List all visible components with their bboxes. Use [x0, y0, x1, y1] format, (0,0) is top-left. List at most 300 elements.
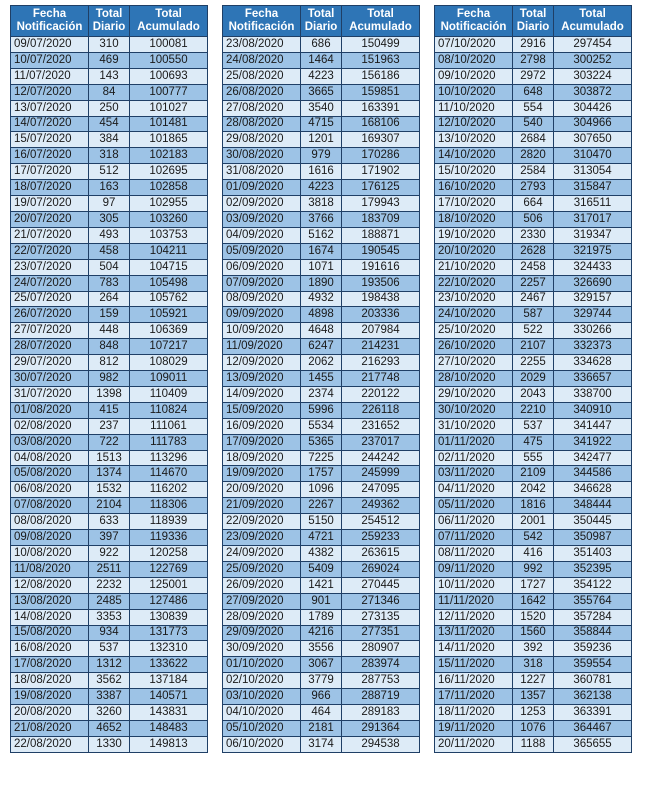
cell-total-acumulado: 365655 — [554, 736, 632, 752]
cell-fecha: 12/09/2020 — [223, 355, 301, 371]
cell-total-acumulado: 263615 — [342, 546, 420, 562]
cell-total-acumulado: 106369 — [130, 323, 208, 339]
table-row — [11, 514, 208, 530]
cell-total-diario: 2374 — [301, 386, 342, 402]
cell-total-diario: 2029 — [513, 371, 554, 387]
cell-total-acumulado: 294538 — [342, 736, 420, 752]
cell-fecha: 19/07/2020 — [11, 196, 89, 212]
cell-total-acumulado: 283974 — [342, 657, 420, 673]
table-row — [435, 371, 632, 387]
cell-total-acumulado: 102955 — [130, 196, 208, 212]
cell-fecha: 07/08/2020 — [11, 498, 89, 514]
cell-total-acumulado: 324433 — [554, 259, 632, 275]
header-total-acumulado — [130, 6, 208, 37]
cell-total-diario: 469 — [89, 52, 130, 68]
cell-total-diario: 2210 — [513, 402, 554, 418]
cell-total-acumulado: 280907 — [342, 641, 420, 657]
cell-total-diario: 1188 — [513, 736, 554, 752]
cell-total-acumulado: 111061 — [130, 418, 208, 434]
header-total-diario-line: Total — [307, 8, 335, 20]
cell-fecha: 20/08/2020 — [11, 705, 89, 721]
cell-fecha: 22/10/2020 — [435, 275, 513, 291]
cell-fecha: 05/11/2020 — [435, 498, 513, 514]
table-row — [11, 736, 208, 752]
header-fecha-notificacion-line: Fecha — [244, 8, 279, 20]
cell-total-acumulado: 104715 — [130, 259, 208, 275]
cell-total-diario: 982 — [89, 371, 130, 387]
table-row — [223, 307, 420, 323]
cell-total-acumulado: 100081 — [130, 37, 208, 53]
cell-fecha: 26/07/2020 — [11, 307, 89, 323]
cell-fecha: 15/11/2020 — [435, 657, 513, 673]
cell-total-diario: 512 — [89, 164, 130, 180]
cell-total-acumulado: 110409 — [130, 386, 208, 402]
table-row — [223, 418, 420, 434]
table-row — [223, 227, 420, 243]
table-row — [11, 164, 208, 180]
table-row — [435, 530, 632, 546]
header-row — [11, 6, 208, 37]
cell-fecha: 28/07/2020 — [11, 339, 89, 355]
table-row — [223, 641, 420, 657]
cell-fecha: 09/11/2020 — [435, 561, 513, 577]
cell-total-acumulado: 159851 — [342, 84, 420, 100]
table-row — [435, 689, 632, 705]
cell-total-acumulado: 310470 — [554, 148, 632, 164]
table-row — [11, 625, 208, 641]
cell-total-acumulado: 132310 — [130, 641, 208, 657]
cell-total-diario: 4652 — [89, 720, 130, 736]
cell-total-acumulado: 336657 — [554, 371, 632, 387]
table-row — [11, 148, 208, 164]
cell-total-acumulado: 351403 — [554, 546, 632, 562]
table-row — [11, 100, 208, 116]
cell-total-acumulado: 102183 — [130, 148, 208, 164]
cell-fecha: 16/11/2020 — [435, 673, 513, 689]
header-total-acumulado-line: Acumulado — [349, 21, 412, 33]
cell-total-diario: 848 — [89, 339, 130, 355]
header-fecha-notificacion — [11, 6, 89, 37]
cell-total-acumulado: 350987 — [554, 530, 632, 546]
cell-fecha: 29/07/2020 — [11, 355, 89, 371]
cell-total-acumulado: 226118 — [342, 402, 420, 418]
cell-total-acumulado: 102858 — [130, 180, 208, 196]
cell-total-acumulado: 259233 — [342, 530, 420, 546]
cell-total-diario: 475 — [513, 434, 554, 450]
cell-total-diario: 2330 — [513, 227, 554, 243]
cell-total-diario: 4715 — [301, 116, 342, 132]
cell-fecha: 22/09/2020 — [223, 514, 301, 530]
cell-total-acumulado: 341447 — [554, 418, 632, 434]
table-row — [11, 689, 208, 705]
cell-total-acumulado: 137184 — [130, 673, 208, 689]
table-row — [223, 68, 420, 84]
cell-total-diario: 722 — [89, 434, 130, 450]
cell-fecha: 17/09/2020 — [223, 434, 301, 450]
table-row — [223, 593, 420, 609]
cell-total-acumulado: 338700 — [554, 386, 632, 402]
cell-total-diario: 1789 — [301, 609, 342, 625]
cell-total-acumulado: 346628 — [554, 482, 632, 498]
cell-total-diario: 2628 — [513, 243, 554, 259]
cell-fecha: 30/09/2020 — [223, 641, 301, 657]
cell-total-acumulado: 198438 — [342, 291, 420, 307]
cell-total-acumulado: 179943 — [342, 196, 420, 212]
cell-total-diario: 416 — [513, 546, 554, 562]
cell-fecha: 21/09/2020 — [223, 498, 301, 514]
cell-fecha: 13/07/2020 — [11, 100, 89, 116]
table-row — [435, 52, 632, 68]
cell-total-acumulado: 217748 — [342, 371, 420, 387]
table-row — [11, 180, 208, 196]
header-total-acumulado — [554, 6, 632, 37]
cell-fecha: 28/08/2020 — [223, 116, 301, 132]
cell-total-acumulado: 170286 — [342, 148, 420, 164]
cell-total-diario: 901 — [301, 593, 342, 609]
cell-total-acumulado: 120258 — [130, 546, 208, 562]
cell-total-acumulado: 329744 — [554, 307, 632, 323]
cell-fecha: 05/09/2020 — [223, 243, 301, 259]
cell-total-acumulado: 231652 — [342, 418, 420, 434]
table-row — [435, 259, 632, 275]
cell-fecha: 02/11/2020 — [435, 450, 513, 466]
table-row — [11, 561, 208, 577]
header-row — [223, 6, 420, 37]
table-row — [223, 339, 420, 355]
cell-total-acumulado: 100693 — [130, 68, 208, 84]
cell-total-diario: 1674 — [301, 243, 342, 259]
cell-total-acumulado: 271346 — [342, 593, 420, 609]
table-row — [223, 275, 420, 291]
table-row — [223, 450, 420, 466]
table-row — [223, 673, 420, 689]
table-row — [435, 418, 632, 434]
cell-total-diario: 2104 — [89, 498, 130, 514]
cell-total-acumulado: 307650 — [554, 132, 632, 148]
cell-fecha: 18/07/2020 — [11, 180, 89, 196]
cell-total-acumulado: 214231 — [342, 339, 420, 355]
table-row — [435, 100, 632, 116]
cell-total-diario: 2511 — [89, 561, 130, 577]
table-row — [223, 211, 420, 227]
cell-total-acumulado: 350445 — [554, 514, 632, 530]
cell-total-diario: 3665 — [301, 84, 342, 100]
cases-table-1 — [10, 5, 208, 753]
table-row — [435, 386, 632, 402]
table-row — [223, 720, 420, 736]
cell-fecha: 11/08/2020 — [11, 561, 89, 577]
cases-table-2 — [222, 5, 420, 753]
table-row — [435, 164, 632, 180]
cell-fecha: 05/08/2020 — [11, 466, 89, 482]
header-fecha-notificacion-line: Fecha — [32, 8, 67, 20]
table-row — [11, 434, 208, 450]
cell-total-diario: 1520 — [513, 609, 554, 625]
cell-total-diario: 1398 — [89, 386, 130, 402]
cell-total-diario: 2001 — [513, 514, 554, 530]
cell-fecha: 11/09/2020 — [223, 339, 301, 355]
cell-total-acumulado: 364467 — [554, 720, 632, 736]
table-row — [223, 148, 420, 164]
table-row — [223, 466, 420, 482]
cell-total-acumulado: 133622 — [130, 657, 208, 673]
cell-total-acumulado: 317017 — [554, 211, 632, 227]
cell-total-acumulado: 313054 — [554, 164, 632, 180]
table-row — [223, 116, 420, 132]
cell-fecha: 29/08/2020 — [223, 132, 301, 148]
cell-total-diario: 2793 — [513, 180, 554, 196]
cell-total-acumulado: 168106 — [342, 116, 420, 132]
table-row — [223, 561, 420, 577]
table-row — [435, 641, 632, 657]
cell-total-diario: 5409 — [301, 561, 342, 577]
header-total-diario-line: Diario — [516, 21, 550, 33]
cell-fecha: 15/08/2020 — [11, 625, 89, 641]
cell-total-acumulado: 105921 — [130, 307, 208, 323]
cell-total-diario: 264 — [89, 291, 130, 307]
table-row — [435, 132, 632, 148]
cell-fecha: 08/10/2020 — [435, 52, 513, 68]
header-total-acumulado-line: Total — [155, 8, 182, 20]
table-row — [11, 211, 208, 227]
cell-fecha: 09/08/2020 — [11, 530, 89, 546]
cell-total-acumulado: 176125 — [342, 180, 420, 196]
table-row — [11, 673, 208, 689]
cell-total-diario: 1757 — [301, 466, 342, 482]
cell-fecha: 04/08/2020 — [11, 450, 89, 466]
cell-fecha: 01/08/2020 — [11, 402, 89, 418]
table-row — [223, 371, 420, 387]
cell-total-acumulado: 244242 — [342, 450, 420, 466]
header-fecha-notificacion-line: Notificación — [440, 21, 507, 33]
cell-fecha: 31/08/2020 — [223, 164, 301, 180]
cell-total-diario: 397 — [89, 530, 130, 546]
cell-fecha: 07/09/2020 — [223, 275, 301, 291]
table-row — [435, 180, 632, 196]
cell-total-diario: 648 — [513, 84, 554, 100]
cell-total-diario: 992 — [513, 561, 554, 577]
cell-total-acumulado: 254512 — [342, 514, 420, 530]
cell-total-diario: 3766 — [301, 211, 342, 227]
cell-fecha: 23/08/2020 — [223, 37, 301, 53]
table-row — [223, 546, 420, 562]
cell-total-acumulado: 183709 — [342, 211, 420, 227]
cell-total-diario: 1076 — [513, 720, 554, 736]
table-row — [223, 196, 420, 212]
table-row — [223, 132, 420, 148]
header-total-diario — [301, 6, 342, 37]
cell-fecha: 02/10/2020 — [223, 673, 301, 689]
table-row — [435, 546, 632, 562]
cell-total-acumulado: 100550 — [130, 52, 208, 68]
cell-total-diario: 5162 — [301, 227, 342, 243]
table-row — [11, 609, 208, 625]
cell-total-diario: 2972 — [513, 68, 554, 84]
cell-total-acumulado: 297454 — [554, 37, 632, 53]
table-row — [223, 657, 420, 673]
cell-total-acumulado: 105762 — [130, 291, 208, 307]
table-row — [435, 291, 632, 307]
cell-total-diario: 3387 — [89, 689, 130, 705]
table-row — [435, 625, 632, 641]
cell-total-diario: 1253 — [513, 705, 554, 721]
cell-fecha: 26/08/2020 — [223, 84, 301, 100]
cell-fecha: 24/10/2020 — [435, 307, 513, 323]
cell-total-diario: 2485 — [89, 593, 130, 609]
cell-total-diario: 159 — [89, 307, 130, 323]
cell-total-diario: 3353 — [89, 609, 130, 625]
cell-fecha: 22/07/2020 — [11, 243, 89, 259]
table-row — [223, 84, 420, 100]
table-row — [11, 482, 208, 498]
header-fecha-notificacion — [223, 6, 301, 37]
cell-total-acumulado: 357284 — [554, 609, 632, 625]
cell-total-acumulado: 107217 — [130, 339, 208, 355]
cell-fecha: 13/08/2020 — [11, 593, 89, 609]
cell-total-acumulado: 191616 — [342, 259, 420, 275]
cell-total-diario: 4382 — [301, 546, 342, 562]
cell-total-acumulado: 127486 — [130, 593, 208, 609]
table-row — [11, 418, 208, 434]
table-row — [223, 609, 420, 625]
cell-total-diario: 3562 — [89, 673, 130, 689]
cell-total-diario: 504 — [89, 259, 130, 275]
cell-total-diario: 1374 — [89, 466, 130, 482]
cell-total-diario: 4721 — [301, 530, 342, 546]
cell-total-acumulado: 203336 — [342, 307, 420, 323]
cell-fecha: 21/08/2020 — [11, 720, 89, 736]
cell-fecha: 10/10/2020 — [435, 84, 513, 100]
cell-total-diario: 686 — [301, 37, 342, 53]
cell-fecha: 07/11/2020 — [435, 530, 513, 546]
cell-fecha: 30/07/2020 — [11, 371, 89, 387]
cell-fecha: 19/09/2020 — [223, 466, 301, 482]
table-row — [435, 227, 632, 243]
cell-total-diario: 1421 — [301, 577, 342, 593]
cell-total-acumulado: 355764 — [554, 593, 632, 609]
cell-fecha: 19/11/2020 — [435, 720, 513, 736]
cell-fecha: 02/09/2020 — [223, 196, 301, 212]
cell-fecha: 16/08/2020 — [11, 641, 89, 657]
cell-fecha: 13/11/2020 — [435, 625, 513, 641]
cell-fecha: 25/08/2020 — [223, 68, 301, 84]
table-row — [223, 514, 420, 530]
table-row — [11, 275, 208, 291]
table-row — [11, 402, 208, 418]
cell-total-acumulado: 348444 — [554, 498, 632, 514]
cell-total-diario: 4223 — [301, 68, 342, 84]
cell-fecha: 20/07/2020 — [11, 211, 89, 227]
cell-total-diario: 454 — [89, 116, 130, 132]
header-total-acumulado-line: Total — [367, 8, 394, 20]
table-row — [11, 720, 208, 736]
cell-fecha: 31/07/2020 — [11, 386, 89, 402]
table-row — [223, 52, 420, 68]
table-row — [435, 339, 632, 355]
table-row — [223, 434, 420, 450]
cell-total-diario: 522 — [513, 323, 554, 339]
table-row — [435, 275, 632, 291]
table-row — [435, 402, 632, 418]
cell-fecha: 12/07/2020 — [11, 84, 89, 100]
table-row — [435, 514, 632, 530]
cell-fecha: 08/09/2020 — [223, 291, 301, 307]
cell-total-acumulado: 114670 — [130, 466, 208, 482]
cell-total-acumulado: 360781 — [554, 673, 632, 689]
table-row — [223, 577, 420, 593]
cell-total-diario: 448 — [89, 323, 130, 339]
table-row — [435, 577, 632, 593]
cell-total-acumulado: 207984 — [342, 323, 420, 339]
cell-fecha: 17/11/2020 — [435, 689, 513, 705]
cell-total-acumulado: 125001 — [130, 577, 208, 593]
cell-fecha: 18/11/2020 — [435, 705, 513, 721]
cell-total-acumulado: 102695 — [130, 164, 208, 180]
cell-total-diario: 537 — [89, 641, 130, 657]
cell-fecha: 14/10/2020 — [435, 148, 513, 164]
table-row — [11, 577, 208, 593]
cell-total-diario: 1312 — [89, 657, 130, 673]
cell-total-diario: 2798 — [513, 52, 554, 68]
cell-total-diario: 4648 — [301, 323, 342, 339]
table-row — [435, 211, 632, 227]
cell-total-acumulado: 140571 — [130, 689, 208, 705]
cell-fecha: 09/09/2020 — [223, 307, 301, 323]
cell-total-diario: 1816 — [513, 498, 554, 514]
cell-total-acumulado: 352395 — [554, 561, 632, 577]
cell-total-acumulado: 303224 — [554, 68, 632, 84]
cell-total-acumulado: 131773 — [130, 625, 208, 641]
cell-fecha: 28/09/2020 — [223, 609, 301, 625]
cell-fecha: 27/07/2020 — [11, 323, 89, 339]
cell-fecha: 23/10/2020 — [435, 291, 513, 307]
cell-total-diario: 1727 — [513, 577, 554, 593]
cell-total-acumulado: 291364 — [342, 720, 420, 736]
cell-total-acumulado: 108029 — [130, 355, 208, 371]
header-total-diario-line: Total — [95, 8, 123, 20]
cell-total-acumulado: 103753 — [130, 227, 208, 243]
table-row — [11, 371, 208, 387]
cell-total-diario: 237 — [89, 418, 130, 434]
cell-total-acumulado: 362138 — [554, 689, 632, 705]
cell-fecha: 20/11/2020 — [435, 736, 513, 752]
table-row — [11, 52, 208, 68]
cell-total-diario: 664 — [513, 196, 554, 212]
cell-fecha: 03/09/2020 — [223, 211, 301, 227]
cell-total-diario: 1642 — [513, 593, 554, 609]
cell-total-diario: 2684 — [513, 132, 554, 148]
cell-total-acumulado: 269024 — [342, 561, 420, 577]
cell-total-acumulado: 359554 — [554, 657, 632, 673]
cell-fecha: 24/07/2020 — [11, 275, 89, 291]
cell-total-diario: 587 — [513, 307, 554, 323]
cell-total-acumulado: 130839 — [130, 609, 208, 625]
cell-total-diario: 1464 — [301, 52, 342, 68]
cell-fecha: 27/10/2020 — [435, 355, 513, 371]
cell-fecha: 07/10/2020 — [435, 37, 513, 53]
cell-fecha: 23/09/2020 — [223, 530, 301, 546]
cell-total-diario: 305 — [89, 211, 130, 227]
cell-total-diario: 979 — [301, 148, 342, 164]
cell-fecha: 31/10/2020 — [435, 418, 513, 434]
header-total-acumulado — [342, 6, 420, 37]
cell-total-acumulado: 273135 — [342, 609, 420, 625]
cell-fecha: 23/07/2020 — [11, 259, 89, 275]
table-row — [435, 116, 632, 132]
cell-total-diario: 2820 — [513, 148, 554, 164]
cell-fecha: 18/10/2020 — [435, 211, 513, 227]
cell-fecha: 01/10/2020 — [223, 657, 301, 673]
